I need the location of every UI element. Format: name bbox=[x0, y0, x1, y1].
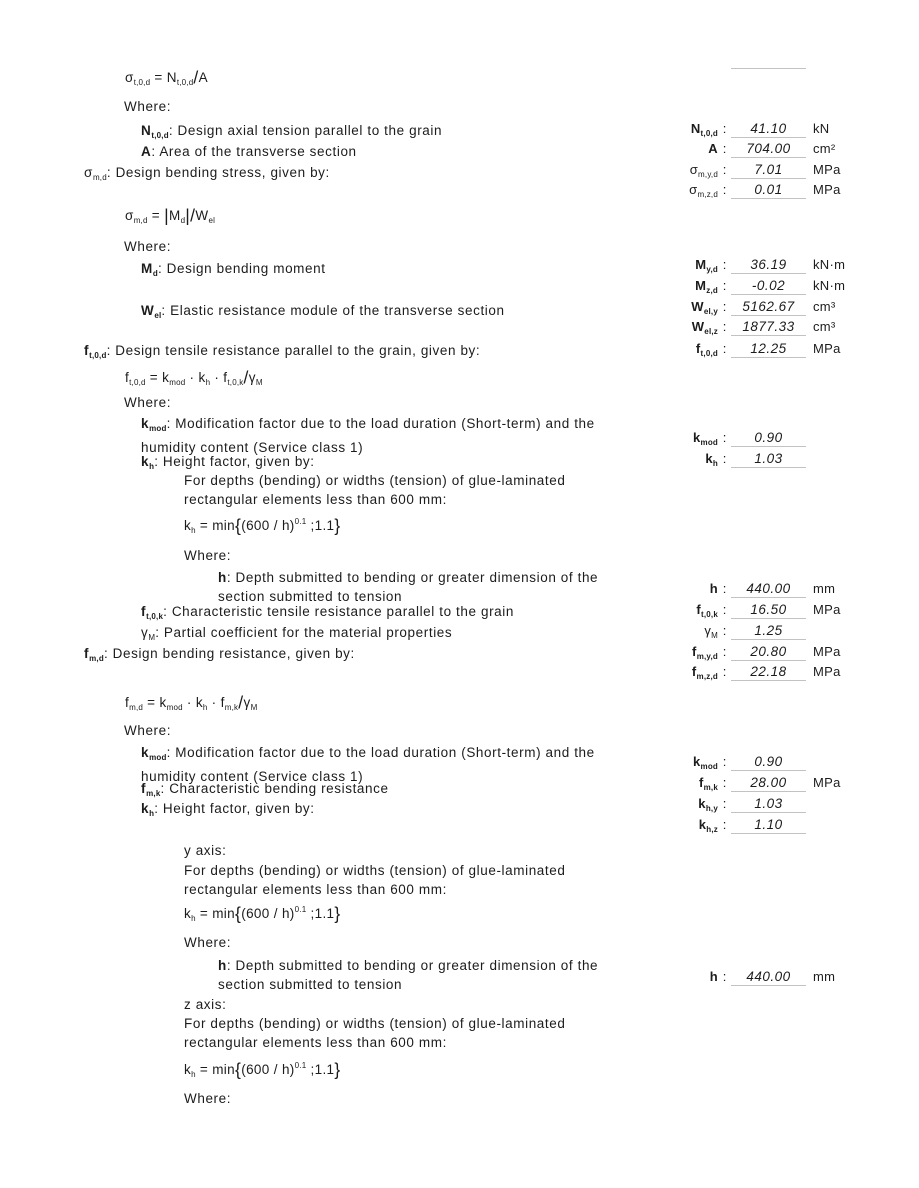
text-token: t,0,k bbox=[146, 612, 164, 621]
text-token: h,y bbox=[705, 804, 718, 813]
text-token: : Characteristic tensile resistance parallel to the grain bbox=[163, 604, 514, 619]
text-token: f bbox=[141, 604, 147, 619]
text-token: humidity content (Service class 1) bbox=[141, 440, 364, 455]
value-number: 36.19 bbox=[750, 257, 787, 272]
value-number: 0.90 bbox=[754, 754, 783, 769]
value-number: 12.25 bbox=[750, 341, 787, 356]
value-unit: MPa bbox=[813, 602, 841, 617]
value-field bbox=[731, 277, 806, 295]
value-field bbox=[731, 753, 806, 771]
value-field bbox=[731, 429, 806, 447]
value-unit: cm³ bbox=[813, 319, 836, 334]
text-token: : Design bending moment bbox=[157, 261, 326, 276]
value-symbol bbox=[645, 277, 718, 299]
value-colon: : bbox=[722, 602, 727, 617]
value-field bbox=[731, 580, 806, 598]
value-colon: : bbox=[722, 451, 727, 466]
text-token: A bbox=[708, 141, 718, 156]
text-token: : Design axial tension parallel to the grain bbox=[168, 123, 443, 138]
text-token: k bbox=[141, 454, 150, 469]
value-field bbox=[731, 51, 806, 69]
text-token: h bbox=[191, 914, 196, 923]
value-field bbox=[731, 643, 806, 661]
text-token: m,z,d bbox=[696, 672, 718, 681]
value-field bbox=[731, 795, 806, 813]
value-field bbox=[731, 774, 806, 792]
text-token: A bbox=[198, 70, 208, 85]
text-token: : Area of the transverse section bbox=[151, 144, 357, 159]
text-token: Where: bbox=[124, 239, 172, 254]
text-token: h bbox=[218, 958, 227, 973]
value-row bbox=[645, 318, 836, 338]
value-row bbox=[645, 968, 835, 988]
value-symbol bbox=[645, 580, 718, 597]
text-token: h bbox=[205, 378, 211, 387]
text-token: t,0,k bbox=[227, 378, 244, 387]
value-unit: cm² bbox=[813, 141, 836, 156]
text-token: k bbox=[705, 451, 713, 466]
text-token: f bbox=[696, 602, 701, 617]
text-token: el bbox=[208, 216, 216, 225]
text-token: / bbox=[238, 692, 244, 713]
text-token: ;1.1 bbox=[306, 906, 335, 921]
text-token: f bbox=[125, 370, 130, 385]
text-token: 0.1 bbox=[294, 905, 307, 914]
text-token: : Partial coefficient for the material properties bbox=[155, 625, 453, 640]
text-token: σ bbox=[84, 165, 93, 180]
value-symbol bbox=[645, 161, 718, 183]
text-token: k bbox=[184, 906, 192, 921]
text-token: h bbox=[709, 969, 718, 984]
value-unit: cm³ bbox=[813, 299, 836, 314]
text-token: σ bbox=[689, 182, 698, 197]
text-token: mod bbox=[169, 378, 186, 387]
value-number: 20.80 bbox=[750, 644, 787, 659]
text-token: Where: bbox=[184, 935, 232, 950]
text-token: mod bbox=[166, 703, 183, 712]
text-token: f bbox=[692, 644, 697, 659]
value-row bbox=[645, 601, 841, 621]
text-token: W bbox=[195, 208, 209, 223]
text-token: γ bbox=[243, 695, 251, 710]
text-token: σ bbox=[125, 70, 134, 85]
text-token: } bbox=[334, 515, 341, 536]
value-colon: : bbox=[722, 182, 727, 197]
value-number: 704.00 bbox=[746, 141, 791, 156]
value-field bbox=[731, 298, 806, 316]
text-token: mod bbox=[149, 424, 167, 433]
value-row bbox=[645, 580, 835, 600]
value-colon: : bbox=[722, 341, 727, 356]
value-unit: MPa bbox=[813, 341, 841, 356]
value-colon: : bbox=[722, 299, 727, 314]
value-symbol bbox=[645, 643, 718, 665]
text-token: W bbox=[691, 299, 704, 314]
value-unit: MPa bbox=[813, 664, 841, 679]
value-colon: : bbox=[722, 969, 727, 984]
text-token: } bbox=[334, 903, 341, 924]
value-number: -0.02 bbox=[751, 278, 786, 293]
value-number: 1.10 bbox=[754, 817, 783, 832]
value-number: 41.10 bbox=[750, 121, 787, 136]
value-number: 28.00 bbox=[750, 775, 787, 790]
text-token: ;1.1 bbox=[306, 1062, 335, 1077]
value-unit: MPa bbox=[813, 644, 841, 659]
value-row bbox=[645, 795, 813, 815]
value-symbol bbox=[645, 753, 718, 775]
text-token: · k bbox=[185, 370, 206, 385]
text-token: m,d bbox=[129, 703, 144, 712]
value-colon: : bbox=[722, 319, 727, 334]
value-colon: : bbox=[722, 623, 727, 638]
value-number: 1877.33 bbox=[742, 319, 795, 334]
text-token: m,k bbox=[224, 703, 239, 712]
text-token: N bbox=[141, 123, 152, 138]
text-token: (600 / h) bbox=[241, 518, 295, 533]
text-token: humidity content (Service class 1) bbox=[141, 769, 364, 784]
text-token: el bbox=[154, 311, 162, 320]
value-number: 1.03 bbox=[754, 796, 783, 811]
value-symbol bbox=[645, 601, 718, 623]
text-token: : Characteristic bending resistance bbox=[160, 781, 389, 796]
value-symbol bbox=[645, 622, 718, 644]
text-token: d bbox=[152, 269, 158, 278]
value-row bbox=[645, 663, 841, 683]
text-token: rectangular elements less than 600 mm: bbox=[184, 882, 447, 897]
text-token: y,d bbox=[706, 265, 718, 274]
value-colon: : bbox=[722, 257, 727, 272]
text-token: | bbox=[185, 205, 191, 226]
value-colon: : bbox=[722, 141, 727, 156]
value-row bbox=[645, 256, 845, 276]
text-token: t,0,d bbox=[89, 351, 107, 360]
text-token: W bbox=[141, 303, 155, 318]
text-token: k bbox=[184, 518, 192, 533]
text-token: k bbox=[184, 1062, 192, 1077]
value-number: 0.01 bbox=[754, 182, 783, 197]
text-token: 0.1 bbox=[294, 1061, 307, 1070]
text-token: γ bbox=[141, 625, 149, 640]
value-colon: : bbox=[722, 754, 727, 769]
text-token: γ bbox=[704, 623, 712, 638]
value-unit: MPa bbox=[813, 775, 841, 790]
text-token: f bbox=[698, 775, 704, 790]
text-token: = k bbox=[145, 370, 170, 385]
value-unit: MPa bbox=[813, 162, 841, 177]
value-symbol bbox=[645, 429, 718, 451]
value-unit: mm bbox=[813, 969, 836, 984]
text-token: : Elastic resistance module of the transverse section bbox=[161, 303, 505, 318]
value-row bbox=[645, 816, 813, 836]
text-token: (600 / h) bbox=[241, 1062, 295, 1077]
value-number: 440.00 bbox=[746, 969, 791, 984]
value-symbol bbox=[645, 795, 718, 817]
value-symbol bbox=[645, 816, 718, 838]
value-symbol bbox=[645, 140, 718, 157]
text-token: = k bbox=[143, 695, 167, 710]
text-token: f bbox=[695, 341, 701, 356]
text-token: / bbox=[193, 67, 199, 88]
text-token: t,0,d bbox=[700, 129, 718, 138]
text-token: = bbox=[147, 208, 165, 223]
text-token: k bbox=[141, 416, 150, 431]
text-token: · k bbox=[182, 695, 203, 710]
text-token: h bbox=[149, 809, 155, 818]
value-field bbox=[731, 663, 806, 681]
text-token: h bbox=[149, 462, 155, 471]
text-token: Where: bbox=[124, 99, 172, 114]
text-token: m,k bbox=[146, 789, 161, 798]
text-token: k bbox=[698, 817, 707, 832]
value-row bbox=[645, 298, 836, 318]
value-number: 0.90 bbox=[754, 430, 783, 445]
value-field bbox=[731, 256, 806, 274]
text-token: Where: bbox=[184, 1091, 232, 1106]
value-row bbox=[645, 622, 813, 642]
text-token: W bbox=[691, 319, 705, 334]
value-unit: kN·m bbox=[813, 278, 846, 293]
value-number: 16.50 bbox=[750, 602, 787, 617]
text-token: · f bbox=[207, 695, 225, 710]
text-token: : Depth submitted to bending or greater dimension of the bbox=[226, 958, 599, 973]
text-token: M bbox=[695, 257, 707, 272]
text-token: h bbox=[202, 703, 208, 712]
text-token: section submitted to tension bbox=[218, 589, 403, 604]
value-colon: : bbox=[722, 121, 727, 136]
text-token: z axis: bbox=[184, 997, 227, 1012]
value-unit: kN·m bbox=[813, 257, 846, 272]
text-token: : Height factor, given by: bbox=[154, 454, 315, 469]
value-symbol bbox=[645, 663, 718, 685]
text-token: : Design bending stress, given by: bbox=[106, 165, 330, 180]
text-token: f bbox=[125, 695, 130, 710]
text-token: k bbox=[692, 430, 701, 445]
value-field bbox=[731, 140, 806, 158]
text-token: k bbox=[692, 754, 701, 769]
value-colon: : bbox=[722, 775, 727, 790]
value-colon: : bbox=[722, 581, 727, 596]
value-symbol bbox=[645, 298, 718, 320]
value-colon: : bbox=[722, 796, 727, 811]
value-field bbox=[731, 816, 806, 834]
text-token: m,d bbox=[89, 654, 104, 663]
text-token: m,y,d bbox=[696, 652, 718, 661]
text-token: : Design bending resistance, given by: bbox=[103, 646, 355, 661]
text-token: el,y bbox=[703, 307, 718, 316]
text-token: M bbox=[695, 278, 707, 293]
value-symbol bbox=[645, 120, 718, 142]
text-token: h bbox=[712, 459, 718, 468]
value-row bbox=[645, 161, 841, 181]
value-field bbox=[731, 622, 806, 640]
text-token: = min bbox=[195, 1062, 236, 1077]
text-token: σ bbox=[689, 162, 699, 177]
text-token: h bbox=[709, 581, 718, 596]
text-token: m,d bbox=[133, 216, 148, 225]
text-token: h bbox=[191, 526, 196, 535]
text-token: mod bbox=[700, 438, 718, 447]
value-colon: : bbox=[722, 430, 727, 445]
text-token: f bbox=[691, 664, 697, 679]
value-row bbox=[645, 120, 830, 140]
text-token: Where: bbox=[124, 395, 172, 410]
text-token: = min bbox=[195, 906, 236, 921]
text-token: rectangular elements less than 600 mm: bbox=[184, 492, 447, 507]
text-token: · f bbox=[210, 370, 228, 385]
value-colon: : bbox=[722, 278, 727, 293]
value-unit: MPa bbox=[813, 182, 841, 197]
text-token: h,z bbox=[706, 825, 718, 834]
text-token: y axis: bbox=[184, 843, 227, 858]
text-token: Where: bbox=[184, 548, 232, 563]
text-token: M bbox=[250, 703, 258, 712]
text-token: M bbox=[711, 631, 718, 640]
text-token: m,k bbox=[703, 783, 718, 792]
value-row bbox=[645, 277, 845, 297]
text-token: Where: bbox=[124, 723, 172, 738]
value-unit: mm bbox=[813, 581, 836, 596]
text-token: A bbox=[141, 144, 152, 159]
text-token: = min bbox=[195, 518, 236, 533]
value-number: 1.25 bbox=[754, 623, 783, 638]
text-token: section submitted to tension bbox=[218, 977, 403, 992]
value-row bbox=[645, 643, 841, 663]
value-field bbox=[731, 340, 806, 358]
text-token: t,0,d bbox=[133, 78, 151, 87]
text-token: k bbox=[141, 745, 150, 760]
text-token: γ bbox=[248, 370, 256, 385]
text-token: 0.1 bbox=[294, 517, 307, 526]
text-token: f bbox=[84, 343, 90, 358]
value-colon: : bbox=[722, 162, 727, 177]
value-number: 440.00 bbox=[746, 581, 791, 596]
value-unit: kN bbox=[813, 121, 830, 136]
text-token: t,0,d bbox=[129, 378, 146, 387]
text-token: t,0,d bbox=[700, 349, 718, 358]
text-token: / bbox=[243, 367, 249, 388]
text-token: = N bbox=[150, 70, 177, 85]
text-token: el,z bbox=[704, 327, 718, 336]
value-symbol bbox=[645, 774, 718, 796]
text-token: N bbox=[690, 121, 701, 136]
text-token: : Modification factor due to the load duration (Short-term) and the bbox=[166, 745, 595, 760]
text-token: t,0,k bbox=[700, 610, 718, 619]
value-field bbox=[731, 181, 806, 199]
text-token: For depths (bending) or widths (tension) of glue-laminated bbox=[184, 1016, 566, 1031]
text-token: t,0,d bbox=[151, 131, 169, 140]
value-colon: : bbox=[722, 817, 727, 832]
text-token: } bbox=[334, 1059, 341, 1080]
value-symbol bbox=[645, 968, 718, 985]
value-symbol bbox=[645, 450, 718, 472]
value-number: 1.03 bbox=[754, 451, 783, 466]
value-row bbox=[645, 450, 813, 470]
value-number: 22.18 bbox=[750, 664, 787, 679]
text-token: M bbox=[255, 378, 263, 387]
value-symbol bbox=[645, 318, 718, 340]
text-token: For depths (bending) or widths (tension) of glue-laminated bbox=[184, 473, 566, 488]
value-field bbox=[731, 120, 806, 138]
text-token: f bbox=[84, 646, 90, 661]
text-token: mod bbox=[149, 753, 167, 762]
value-number: 7.01 bbox=[754, 162, 783, 177]
text-token: m,d bbox=[92, 173, 107, 182]
value-colon: : bbox=[722, 644, 727, 659]
text-token: { bbox=[235, 903, 242, 924]
text-token: | bbox=[164, 205, 169, 226]
text-token: M bbox=[141, 261, 153, 276]
text-token: : Modification factor due to the load duration (Short-term) and the bbox=[166, 416, 595, 431]
value-row bbox=[645, 340, 841, 360]
value-symbol bbox=[645, 256, 718, 278]
text-token: : Design tensile resistance parallel to the grain, given by: bbox=[106, 343, 481, 358]
value-field bbox=[731, 968, 806, 986]
text-token: / bbox=[190, 205, 196, 226]
text-token: rectangular elements less than 600 mm: bbox=[184, 1035, 447, 1050]
value-row bbox=[645, 181, 841, 201]
value-symbol bbox=[645, 340, 718, 362]
text-token: f bbox=[141, 781, 147, 796]
value-number: 5162.67 bbox=[742, 299, 795, 314]
value-field bbox=[731, 318, 806, 336]
text-token: mod bbox=[700, 762, 718, 771]
value-symbol bbox=[645, 181, 718, 203]
text-token: (600 / h) bbox=[241, 906, 295, 921]
text-token: M bbox=[168, 208, 181, 223]
value-row-blank bbox=[645, 51, 813, 71]
value-field bbox=[731, 450, 806, 468]
text-token: z,d bbox=[706, 286, 718, 295]
text-token: d bbox=[180, 216, 186, 225]
text-token: ;1.1 bbox=[306, 518, 335, 533]
text-token: σ bbox=[125, 208, 134, 223]
text-token: M bbox=[148, 633, 156, 642]
text-token: { bbox=[235, 1059, 242, 1080]
text-token: h bbox=[218, 570, 227, 585]
text-token: h bbox=[191, 1070, 196, 1079]
text-token: t,0,d bbox=[176, 78, 194, 87]
value-field bbox=[731, 601, 806, 619]
text-token: : Depth submitted to bending or greater dimension of the bbox=[226, 570, 599, 585]
text-token: k bbox=[141, 801, 150, 816]
text-token: { bbox=[235, 515, 242, 536]
text-token: m,y,d bbox=[698, 170, 718, 179]
value-field bbox=[731, 161, 806, 179]
value-row bbox=[645, 429, 813, 449]
text-token: k bbox=[698, 796, 706, 811]
text-token: : Height factor, given by: bbox=[154, 801, 315, 816]
value-colon: : bbox=[722, 664, 727, 679]
value-row bbox=[645, 140, 836, 160]
text-token: For depths (bending) or widths (tension) of glue-laminated bbox=[184, 863, 566, 878]
text-token: m,z,d bbox=[697, 190, 718, 199]
value-row bbox=[645, 774, 841, 794]
value-row bbox=[645, 753, 813, 773]
